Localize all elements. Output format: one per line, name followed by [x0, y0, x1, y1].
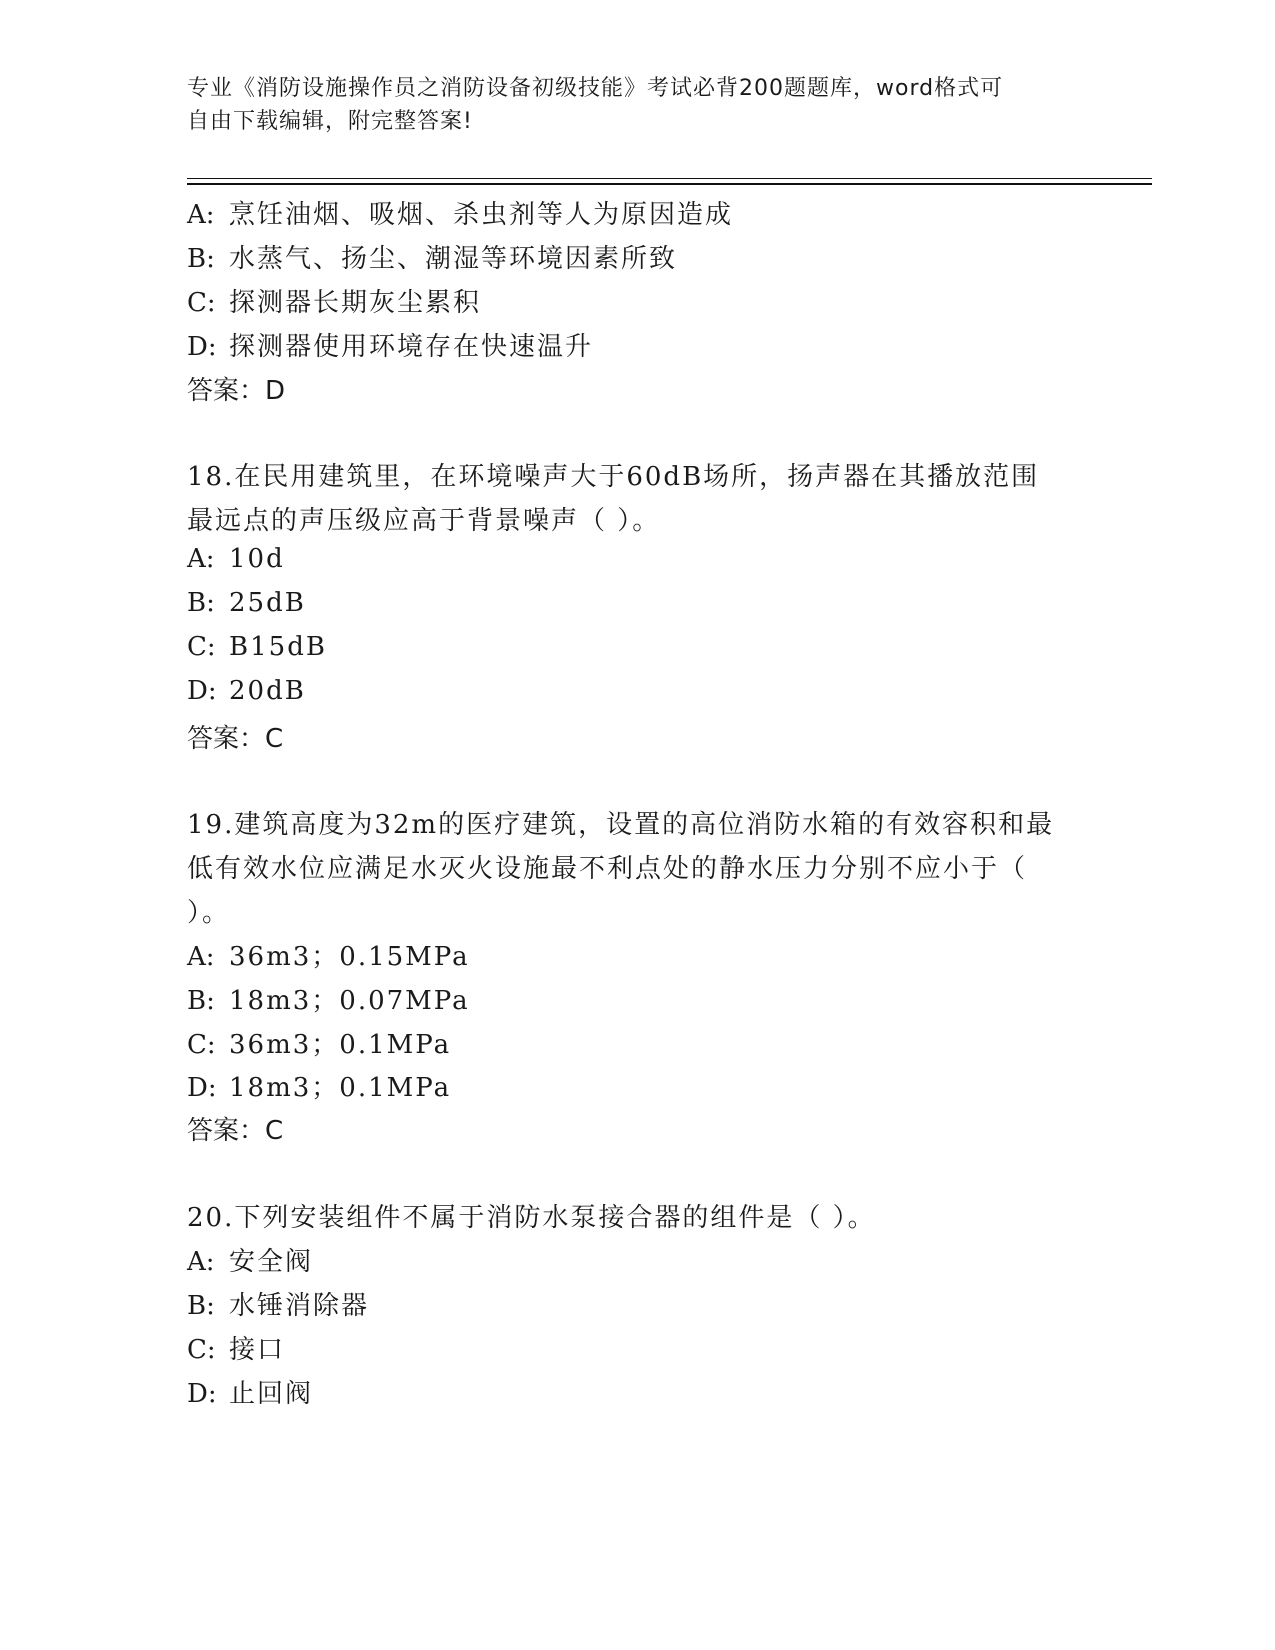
- q19-stem-line-2: 低有效水位应满足水灭火设施最不利点处的静水压力分别不应小于（: [187, 854, 1028, 884]
- option-text: 25dB: [229, 588, 306, 618]
- option-label: B:: [187, 588, 215, 618]
- q17-option-a: [187, 194, 733, 231]
- q19-stem-line-1: 19.建筑高度为32m的医疗建筑，设置的高位消防水箱的有效容积和最: [187, 810, 1055, 840]
- option-label: D:: [187, 676, 217, 706]
- option-text: 探测器长期灰尘累积: [229, 288, 482, 318]
- q19-option-c: [187, 1024, 451, 1061]
- option-text: 接口: [229, 1335, 286, 1365]
- q17-answer: 答案：D: [187, 376, 286, 406]
- option-text: 20dB: [229, 676, 306, 706]
- option-text: 探测器使用环境存在快速温升: [229, 332, 594, 362]
- q19-option-d: [187, 1067, 451, 1104]
- option-label: D:: [187, 332, 217, 362]
- q18-stem-line-2: 最远点的声压级应高于背景噪声（ ）。: [187, 506, 661, 536]
- option-label: C:: [187, 1335, 216, 1365]
- document-header: [187, 72, 1067, 138]
- option-label: A:: [187, 1247, 215, 1277]
- header-divider-thick: [187, 183, 1152, 185]
- q18-answer: 答案：C: [187, 724, 284, 754]
- q19-option-a: [187, 936, 470, 973]
- option-label: A:: [187, 200, 215, 230]
- option-text: 安全阀: [229, 1247, 314, 1277]
- q17-option-b: [187, 238, 677, 275]
- q18-option-d: [187, 676, 306, 706]
- option-label: B:: [187, 1291, 215, 1321]
- option-text: 18m3；0.07MPa: [229, 986, 470, 1016]
- option-label: A:: [187, 544, 215, 574]
- option-label: C:: [187, 632, 216, 662]
- option-label: B:: [187, 986, 215, 1016]
- option-text: 36m3；0.15MPa: [229, 942, 470, 972]
- q20-option-c: [187, 1329, 285, 1366]
- q20-option-d: [187, 1373, 313, 1410]
- option-text: 水锤消除器: [229, 1291, 370, 1321]
- option-label: C:: [187, 288, 216, 318]
- option-text: 36m3；0.1MPa: [229, 1030, 452, 1060]
- q20-option-a: [187, 1241, 313, 1278]
- option-text: 水蒸气、扬尘、潮湿等环境因素所致: [229, 244, 678, 274]
- q18-option-b: [187, 588, 306, 618]
- option-text: B15dB: [229, 632, 327, 662]
- option-text: 10d: [229, 544, 285, 574]
- q18-stem-line-1: 18.在民用建筑里，在环境噪声大于60dB场所，扬声器在其播放范围: [187, 462, 1040, 492]
- option-text: 18m3；0.1MPa: [229, 1073, 452, 1103]
- option-label: C:: [187, 1030, 216, 1060]
- q19-stem-line-3: ）。: [187, 898, 231, 928]
- header-line-1: 专业《消防设施操作员之消防设备初级技能》考试必背200题题库，word格式可: [187, 76, 1004, 101]
- option-label: D:: [187, 1073, 217, 1103]
- option-text: 止回阀: [229, 1379, 314, 1409]
- q18-option-c: [187, 632, 327, 662]
- option-text: 烹饪油烟、吸烟、杀虫剂等人为原因造成: [229, 200, 734, 230]
- q19-option-b: [187, 980, 470, 1017]
- q19-answer: 答案：C: [187, 1116, 284, 1146]
- q17-option-d: [187, 326, 593, 363]
- option-label: B:: [187, 244, 215, 274]
- header-line-2: 自由下载编辑，附完整答案!: [187, 109, 473, 134]
- option-label: A:: [187, 942, 215, 972]
- q17-option-c: [187, 282, 481, 319]
- header-divider-thin: [187, 178, 1152, 179]
- q20-stem-line-1: 20.下列安装组件不属于消防水泵接合器的组件是（ ）。: [187, 1203, 876, 1233]
- q20-option-b: [187, 1285, 369, 1322]
- q18-option-a: [187, 544, 285, 574]
- option-label: D:: [187, 1379, 217, 1409]
